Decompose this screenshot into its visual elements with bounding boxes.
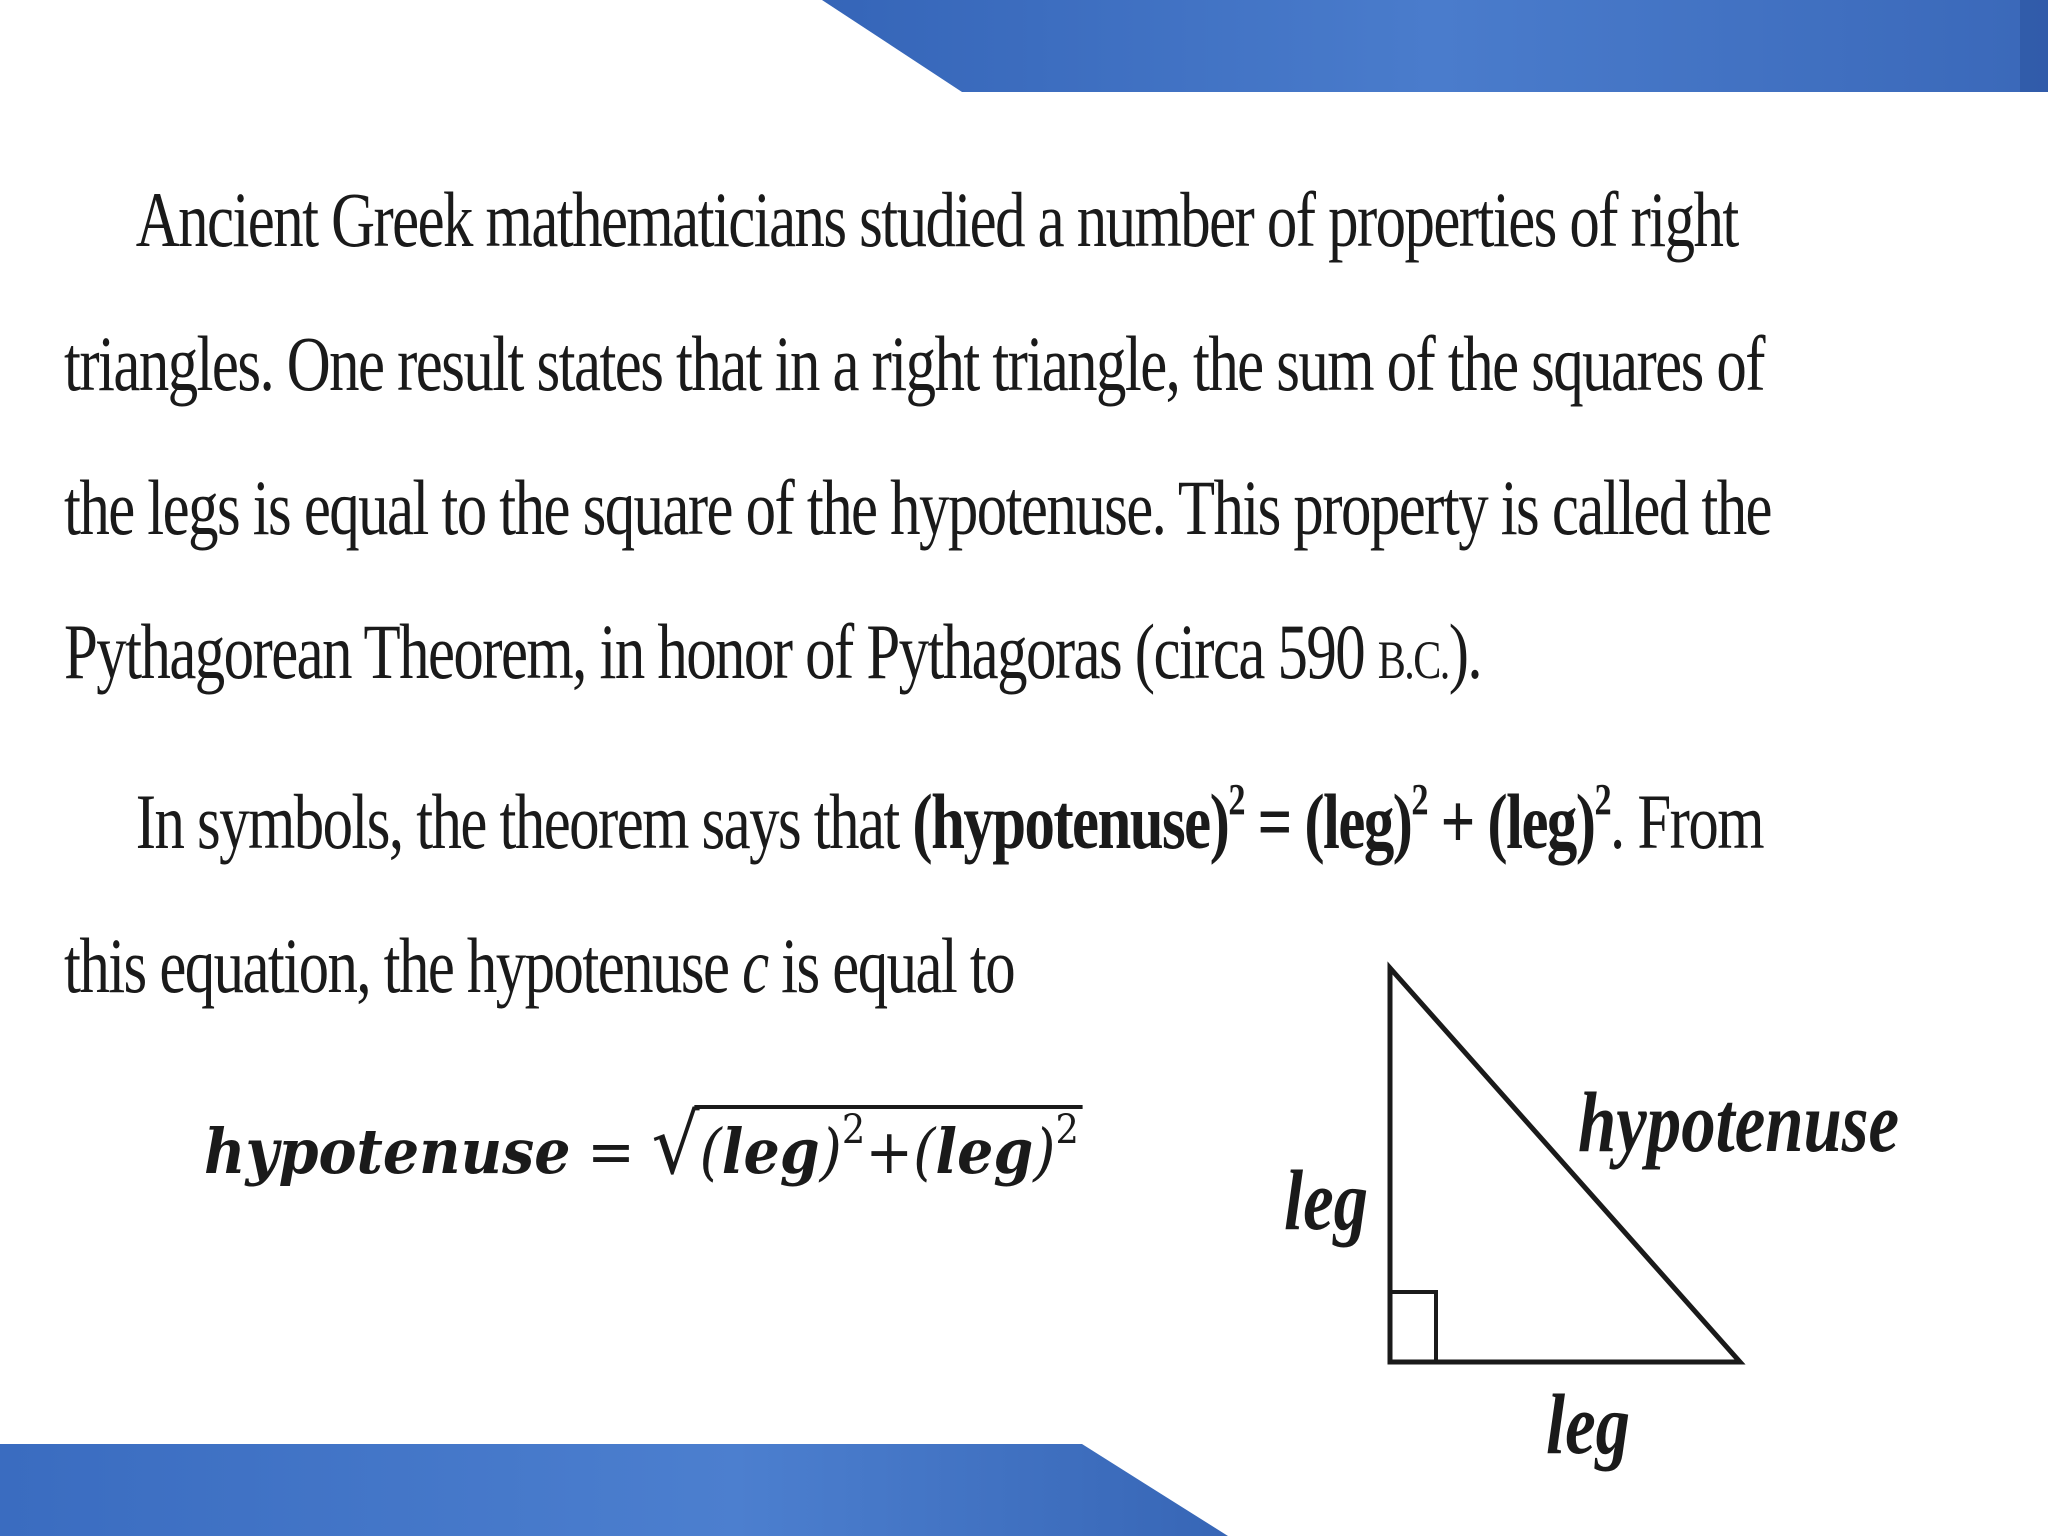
symbols-text-end: . From <box>1610 778 1763 865</box>
hypotenuse-label: hypotenuse <box>1578 1074 1900 1170</box>
radicand-exp-2: 2 <box>1055 1107 1079 1153</box>
radicand-close-1: ) <box>819 1115 842 1188</box>
radicand-plus: + <box>865 1115 914 1188</box>
equation-text: this equation, the hypotenuse <box>64 922 743 1009</box>
vertical-leg-label: leg <box>1284 1152 1369 1248</box>
exponent-hyp: 2 <box>1228 775 1244 824</box>
radicand-open-1: ( <box>699 1115 722 1188</box>
right-angle-marker <box>1390 1292 1436 1362</box>
radicand-leg-1: leg <box>721 1115 820 1188</box>
plus-sign: + <box>1426 778 1488 865</box>
formula-lhs: hypotenuse <box>204 1115 571 1188</box>
square-root-symbol: √ <box>651 1098 700 1193</box>
leg-term-1: (leg) <box>1304 778 1412 865</box>
paragraph-intro-line-3: the legs is equal to the square of the hypotenuse. This property is called the <box>64 464 1772 551</box>
equals-sign: = <box>1243 778 1305 865</box>
leg-term-2: (leg) <box>1487 778 1595 865</box>
radicand-exp-1: 2 <box>841 1107 866 1153</box>
symbols-text: In symbols, the theorem says that <box>135 778 913 865</box>
paragraph-intro-line-1: Ancient Greek mathematicians studied a number of properties of right <box>135 176 1738 263</box>
paragraph-intro-line-2: triangles. One result states that in a right triangle, the sum of the squares of <box>64 320 1764 407</box>
radicand-leg-2: leg <box>935 1115 1034 1188</box>
exponent-leg-2: 2 <box>1594 775 1611 824</box>
line-4-text: Pythagorean Theorem, in honor of Pythagoras (circa 590 <box>64 608 1378 695</box>
formula-equals: = <box>587 1115 635 1188</box>
exponent-leg-1: 2 <box>1411 775 1427 824</box>
hypotenuse-term: (hypotenuse) <box>912 778 1229 865</box>
radicand-close-2: ) <box>1033 1115 1056 1188</box>
variable-c: c <box>742 922 768 1009</box>
era-abbreviation: B.C. <box>1377 630 1449 690</box>
equation-text-end: is equal to <box>767 922 1015 1009</box>
line-4-end: ). <box>1448 608 1482 695</box>
radicand-open-2: ( <box>913 1115 936 1188</box>
horizontal-leg-label: leg <box>1546 1376 1631 1472</box>
